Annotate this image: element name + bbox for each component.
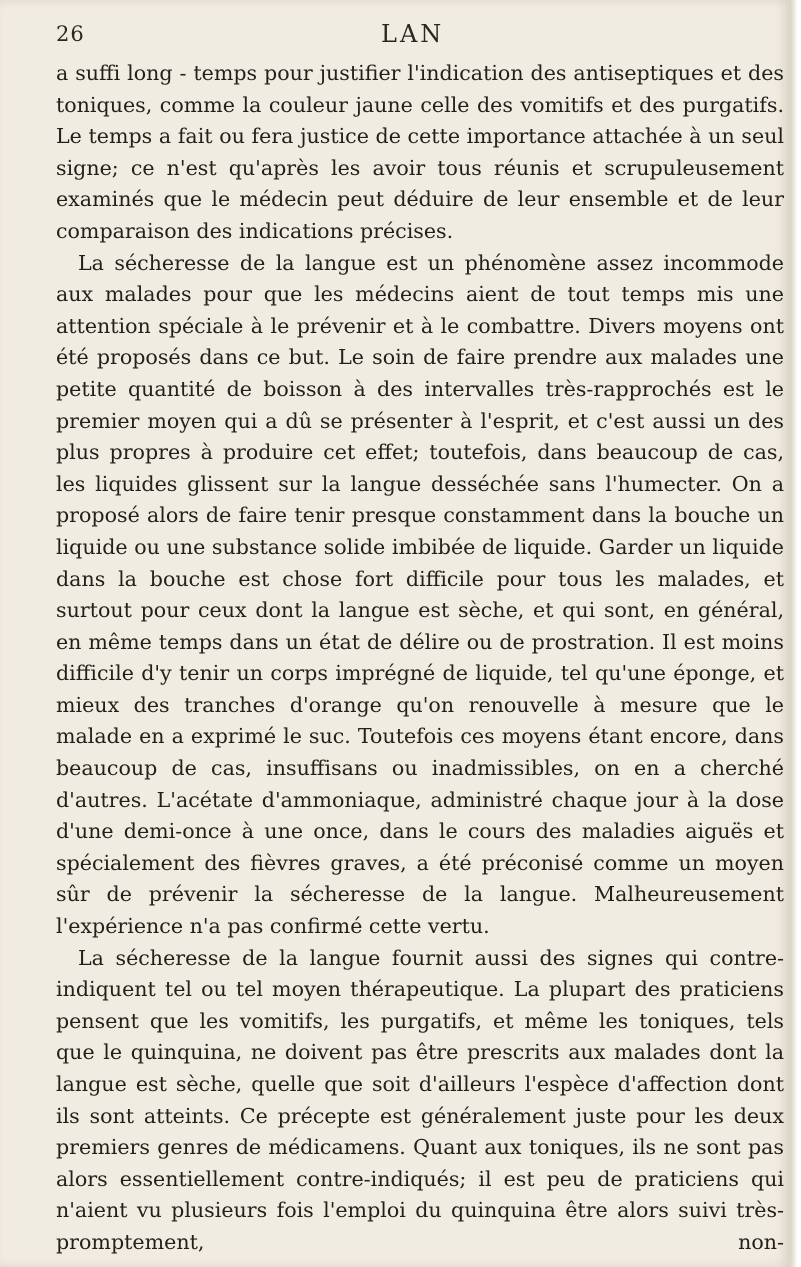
running-head: LAN (381, 20, 445, 48)
paragraph-1: a suffi long - temps pour justifier l'indication des antiseptiques et des toniques, comme la couleur jaune celle des vomitifs et des purgatifs. Le temps a fait ou fera justice de cette importance attachée à un seul signe; ce n'est qu'après les avoir tous réunis et scrupuleusement examinés que le médecin peut déduire de leur ensemble et de leur comparaison des indications précises. (56, 61, 784, 243)
paragraph-3: La sécheresse de la langue fournit aussi des signes qui contre-indiquent tel ou tel moyen thérapeutique. La plupart des praticiens pensent que les vomitifs, les purgatifs, et même les toniques, tels que le quinquina, ne doivent pas être prescrits aux malades dont la langue est sèche, quelle que soit d'ailleurs l'espèce d'affection dont ils sont atteints. Ce précepte est généralement juste pour les deux premiers genres de médicamens. Quant aux toniques, ils ne sont pas alors essentiellement contre-indiqués; il est peu de praticiens qui n'aient vu plusieurs fois l'emploi du quinquina être alors suivi très-promptement, non- (56, 945, 784, 1254)
page-edge (790, 0, 801, 1267)
body-text (56, 58, 784, 1259)
paragraph-2: La sécheresse de la langue est un phénomène assez incommode aux malades pour que les médecins aient de tout temps mis une attention spéciale à le prévenir et à le combattre. Divers moyens ont été proposés dans ce but. Le soin de faire prendre aux malades une petite quantité de boisson à des intervalles très-rapprochés est le premier moyen qui a dû se présenter à l'esprit, et c'est aussi un des plus propres à produire cet effet; toutefois, dans beaucoup de cas, les liquides glissent sur la langue desséchée sans l'humecter. On a proposé alors de faire tenir presque constamment dans la bouche un liquide ou une substance solide imbibée de liquide. Garder un liquide dans la bouche est chose fort difficile pour tous les malades, et surtout pour ceux dont la langue est sèche, et qui sont, en général, en même temps dans un état de délire ou de prostration. Il est moins difficile d'y tenir un corps imprégné de liquide, tel qu'une éponge, et mieux des tranches d'orange qu'on renouvelle à mesure que le malade en a exprimé le suc. Toutefois ces moyens étant encore, dans beaucoup de cas, insuffisans ou inadmissibles, on en a cherché d'autres. L'acétate d'ammoniaque, administré chaque jour à la dose d'une demi-once à une once, dans le cours des maladies aiguës et spécialement des fièvres graves, a été préconisé comme un moyen sûr de prévenir la sécheresse de la langue. Malheureusement l'expérience n'a pas confirmé cette vertu. (56, 250, 784, 939)
page-number: 26 (56, 22, 85, 46)
page-header (56, 20, 776, 54)
